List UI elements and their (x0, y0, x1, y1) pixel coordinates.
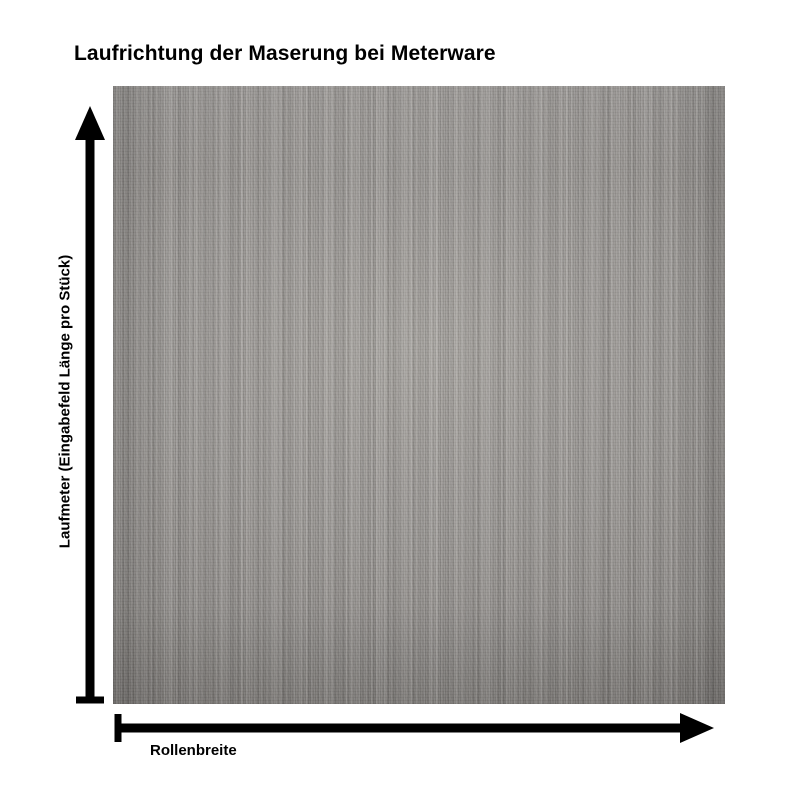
arrow-up-icon (75, 106, 105, 700)
page-title: Laufrichtung der Maserung bei Meterware (74, 42, 496, 65)
horizontal-axis-label: Rollenbreite (150, 742, 237, 759)
swatch-vignette-layer (113, 86, 725, 704)
vertical-axis-label: Laufmeter (Eingabefeld Länge pro Stück) (56, 254, 74, 549)
material-swatch (113, 86, 725, 704)
arrow-right-icon (118, 713, 714, 743)
